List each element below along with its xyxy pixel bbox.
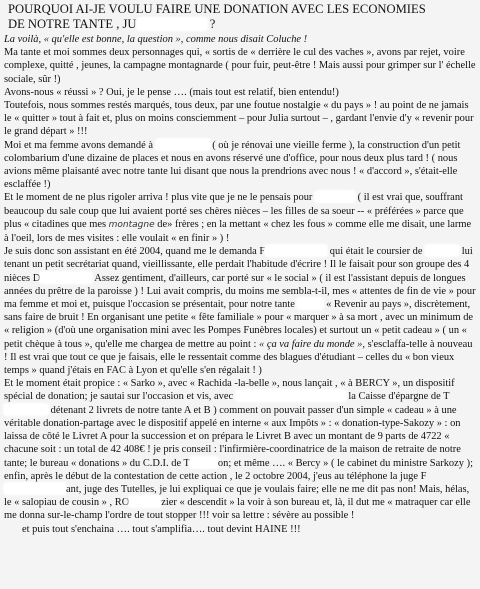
coluche-quote: La voilà, « qu'elle est bonne, la question », comme nous disait Coluche ! [4,34,308,45]
text-fragment: « ça va faire du monde », [259,338,365,350]
paragraph-assistant [4,245,478,377]
text-fragment: détenant 2 livrets de notre tante A et B ) comment on pouvait passer d'un simple « cadeau » à une véritable donation-partage avec le dispositif appelé en interne « aux Impôts » : « donation-type-Sakozy » : on laissa de côté le Livret A pour la succession et on prépara le Livret B avec un montant de 9 parts de 4722 « chacune soit : un total de 42 408€ ! je pris conseil : l'infirmière-coordinatrice de la maison de retraite de notre tante; le bureau « donations » du C.D.I. de T [4,404,461,469]
redaction-mark [190,457,218,468]
paragraph-closing: et puis tout s'enchaina …. tout s'amplifia…. tout devint HAINE !!! [22,523,301,535]
paragraph-success: Avons-nous « réussi » ? Oui, je le pense …. (mais tout est relatif, bien entendu!) [4,86,339,98]
paragraph-donation [4,377,478,522]
text-fragment: Je suis donc son assistant en été 2004, quand me le demanda F [4,246,266,258]
redaction-mark [156,139,210,150]
title-line-2-end: ? [206,17,216,31]
redaction-mark [4,483,66,494]
paragraph-nostalgia: Toutefois, nous sommes restés marqués, tous deux, par une foutue nostalgie « du pays » ! au point de ne jamais le « quitter » tout à fait et, plus on moins consciemment – pour Julia surtout – , gardant l'envie d'y « revenir pour le grand départ » !!! [4,100,474,138]
redaction-mark [297,298,323,309]
text-fragment: « Revenir au pays », discrètement, sans faire de bruit ! En organisant une petite « fête familiale » pour « marquer » à sa mort , avec un minimum de « religion » (d'où une organisation mini avec les Pompes Funèbres locales) et surtout un « petit cadeau » ( un « petit chèque à tous », qu'elle me chargea de mettre au point : [4,299,474,350]
document-title [8,2,476,32]
text-fragment: ( il est vrai que, souffrant beaucoup du sale coup que lui avaient porté ses chères nièces – les filles de sa soeur -- « préférées » parce que plus « citadines que mes [4,192,464,230]
text-fragment: la Caisse d'épargne de T [348,391,450,403]
text-fragment: ( où je rénovai une vieille ferme ), la construction d'un petit colombarium d'une dizaine de places et nous en avons réservé une d'office, pour nous deux plus tard ! ( nous avions même plaisanté avec notre tante lui disant que nous la prendrions avec nous ! « d'accord », s'était-elle esclaffée !) [4,139,461,191]
title-line-2: DE NOTRE TANTE , JU [8,17,137,31]
document-body [4,33,478,536]
text-fragment: Et le moment de ne plus rigoler arriva ! plus vite que je ne le pensais pour [4,192,313,204]
paragraph-origins: Ma tante et moi sommes deux personnages qui, « sortis de « derrière le cul des vaches », avons par rejet, voire complexe, quitté , jeunes, la campagne montagnarde ( pour fuir, peut-être ! Mais aussi pour grimper sur l' échelle sociale, sûr !) [4,47,476,85]
paragraph-colombarium [4,139,478,192]
redaction-mark [265,245,327,256]
redaction-mark [40,272,92,283]
paragraph-moment [4,191,478,245]
text-fragment: ant, juge des Tutelles, je lui expliquai ce que je voulais faire; elle ne me dit pas non! Mais, hélas, le « salopiau de cousin » , RO [4,483,470,509]
redaction-mark [129,496,161,507]
title-line-1: POURQUOI AI-JE VOULU FAIRE UNE DONATION AVEC LES ECONOMIES [8,2,426,16]
handwritten-annotation: montagne [108,219,155,230]
text-fragment: Assez gentiment, d'ailleurs, car porté sur « le social » ( il est l'assistant depuis de longues années du prêtre de la paroisse ) ! Lui avait compris, du moins me sembla-t-il, mes « attentes de fin de vie » pour ma femme et moi et, puisque l'occasion se présentait, pour notre tante [4,272,476,311]
text-fragment: lui tenant un petit secrétariat quand, vieillissante, elle perdait l'habitude d'écrire ! Il le faisait pour son groupe des 4 nièces D [4,246,473,284]
text-fragment: on; et même …. « Bercy » ( le cabinet du ministre Sarkozy ); enfin, après le début de la contestation de cette action , le 2 octobre 2004, j'eus au téléphone la juge F [4,457,473,482]
redaction-mark [4,404,48,415]
redaction-mark [425,245,459,256]
text-fragment: qui était le coursier de [329,246,423,258]
text-fragment: Moi et ma femme avons demandé à [4,139,153,151]
text-fragment: Et le moment était propice : « Sarko », avec « Rachida -la-belle », nous lançait , « à BERCY », un dispositif spécial de donation; je sautai sur l'occasion et vis, avec [4,378,455,403]
text-fragment: de» frères ; en la mettant « chez les fous » comme elle me disait, une larme à l'oeil, lors de mes visites : elle voulait « en finir » ) ! [4,218,472,245]
redaction-mark [137,18,207,30]
text-fragment: s'esclaffa-telle à nouveau ! Il est vrai que tout ce que je faisais, elle le ressentait comme des blagues d'étudiant – celles du « bon vieux temps » quand j'étais en FAC à Lyon et qu'elle s'en régalait ! ) [4,338,473,377]
redaction-mark [236,390,346,401]
text-fragment: zier « descendit » la voir à son bureau et, là, il dut me « matraquer car elle me donna sur-le-champ l'ordre de tout stopper !!! voir sa lettre : sévère au possible ! [4,497,471,522]
redaction-mark [315,191,355,202]
